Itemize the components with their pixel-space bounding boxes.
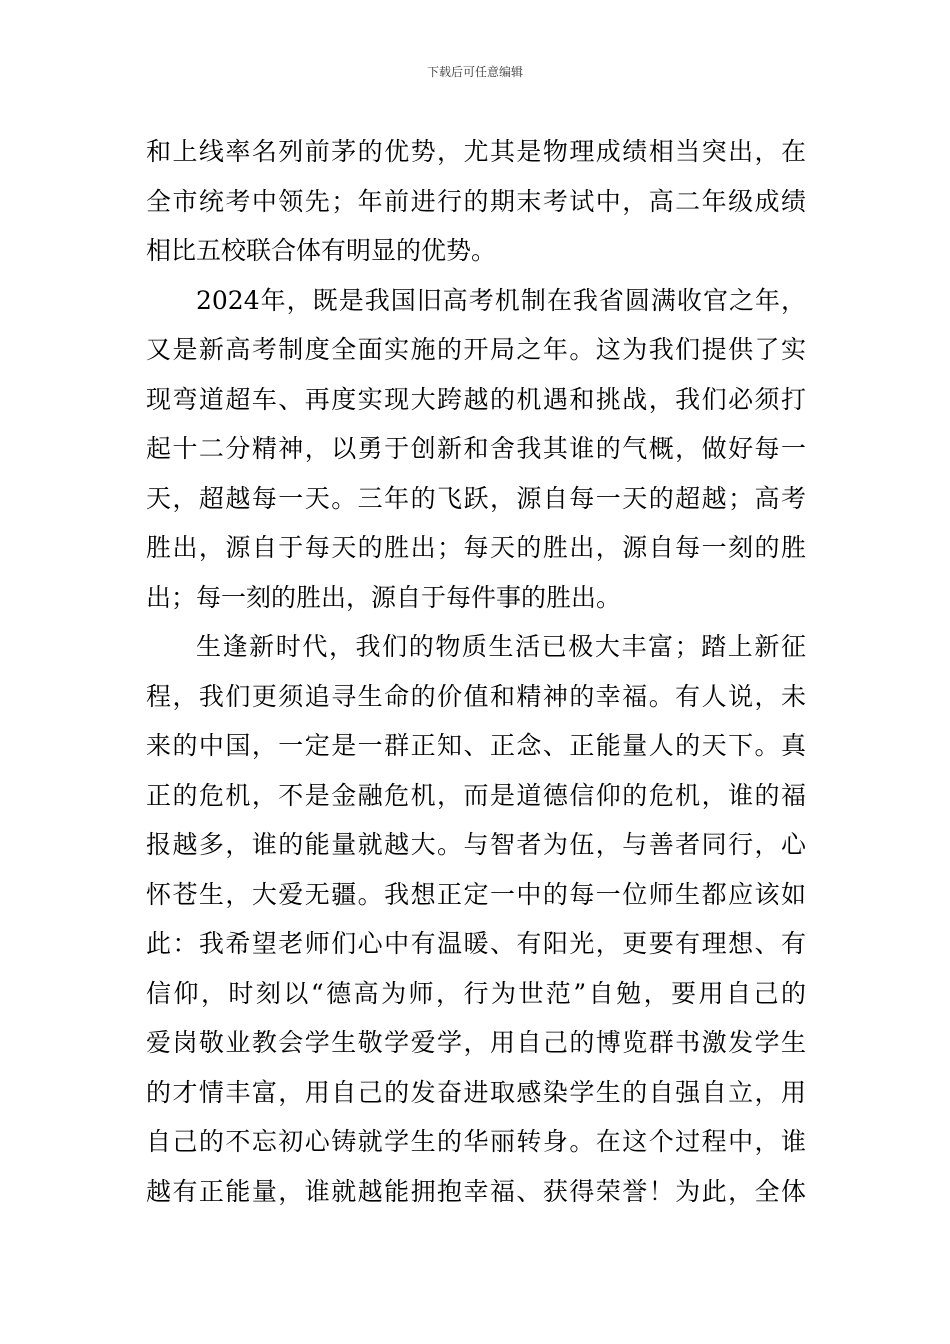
text-line: 天，超越每一天。三年的飞跃，源自每一天的超越；高考 <box>146 483 806 513</box>
text-line: 和上线率名列前茅的优势，尤其是物理成绩相当突出，在 <box>146 137 806 166</box>
text-line: 越有正能量，谁就越能拥抱幸福、获得荣誉！为此，全体 <box>146 1176 806 1206</box>
text-line: 胜出，源自于每天的胜出；每天的胜出，源自每一刻的胜 <box>146 533 806 562</box>
text-line: 正的危机，不是金融危机，而是道德信仰的危机，谁的福 <box>146 780 806 810</box>
text-line: 生逢新时代，我们的物质生活已极大丰富；踏上新征 <box>196 632 806 661</box>
text-line: 起十二分精神，以勇于创新和舍我其谁的气概，做好每一 <box>146 434 806 463</box>
text-line: 的才情丰富，用自己的发奋进取感染学生的自强自立，用 <box>146 1077 806 1107</box>
text-line: 相比五校联合体有明显的优势。 <box>146 236 497 265</box>
text-line: 2024年，既是我国旧高考机制在我省圆满收官之年， <box>196 285 806 315</box>
text-line: 现弯道超车、再度实现大跨越的机遇和挑战，我们必须打 <box>146 384 806 414</box>
document-body <box>146 127 806 1216</box>
page-header: 下载后可任意编辑 <box>426 65 523 79</box>
text-line: 怀苍生，大爱无疆。我想正定一中的每一位师生都应该如 <box>146 879 806 909</box>
text-line: 出；每一刻的胜出，源自于每件事的胜出。 <box>146 582 622 612</box>
text-line: 此：我希望老师们心中有温暖、有阳光，更要有理想、有 <box>146 929 806 958</box>
text-line: 来的中国，一定是一群正知、正念、正能量人的天下。真 <box>146 731 806 760</box>
text-line: 又是新高考制度全面实施的开局之年。这为我们提供了实 <box>146 335 806 364</box>
text-line: 全市统考中领先；年前进行的期末考试中，高二年级成绩 <box>146 186 806 216</box>
text-line: 信仰，时刻以“德高为师，行为世范”自勉，要用自己的 <box>146 978 806 1008</box>
text-line: 爱岗敬业教会学生敬学爱学，用自己的博览群书激发学生 <box>146 1028 806 1057</box>
text-line: 报越多，谁的能量就越大。与智者为伍，与善者同行，心 <box>146 830 806 859</box>
text-line: 程，我们更须追寻生命的价值和精神的幸福。有人说，未 <box>146 681 806 711</box>
text-line: 自己的不忘初心铸就学生的华丽转身。在这个过程中，谁 <box>146 1127 806 1156</box>
